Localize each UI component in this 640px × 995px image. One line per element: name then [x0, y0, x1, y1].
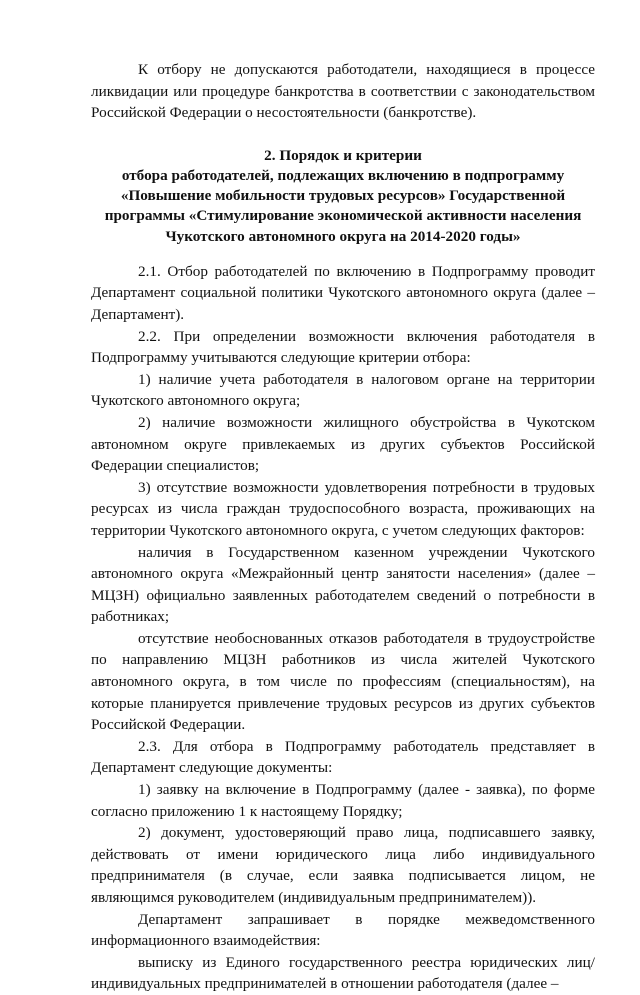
criterion-2: 2) наличие возможности жилищного обустройства в Чукотском автономном округе привлекаемых из других субъектов Российской Федерации специалистов; — [91, 413, 595, 475]
paragraph-2-2: 2.2. При определении возможности включения работодателя в Подпрограмму учитываются следующие критерии отбора: — [91, 327, 595, 367]
document-page — [91, 59, 595, 995]
heading-line: отбора работодателей, подлежащих включению в подпрограмму — [121, 166, 565, 184]
intro-paragraph: К отбору не допускаются работодатели, находящиеся в процессе ликвидации или процедуре банкротства в соответствии с законодательством Российской Федерации о несостоятельности (банкротстве). — [91, 61, 595, 122]
paragraph-2-1: 2.1. Отбор работодателей по включению в Подпрограмму проводит Департамент социальной политики Чукотского автономного округа (далее – Департамент). — [91, 262, 595, 323]
department-requests: Департамент запрашивает в порядке межведомственного информационного взаимодействия: — [91, 910, 595, 950]
section-heading — [91, 146, 595, 247]
document-1: 1) заявку на включение в Подпрограмму (далее - заявка), по форме согласно приложению 1 к настоящему Порядку; — [91, 781, 595, 820]
criterion-1: 1) наличие учета работодателя в налоговом органе на территории Чукотского автономного округа; — [91, 370, 595, 410]
paragraph-2-3: 2.3. Для отбора в Подпрограмму работодатель представляет в Департамент следующие документы: — [91, 737, 595, 777]
document-2: 2) документ, удостоверяющий право лица, подписавшего заявку, действовать от имени юридического лица либо индивидуального предпринимателя (в случае, если заявка подписывается лицом, не являющимся руководителем (индивидуальным предпринимателем)). — [91, 824, 595, 907]
factor-mczn-info: наличия в Государственном казенном учреждении Чукотского автономного округа «Межрайонный центр занятости населения» (далее – МЦЗН) официально заявленных работодателем сведений о потребности в работниках; — [91, 543, 595, 626]
factor-no-refusals: отсутствие необоснованных отказов работодателя в трудоустройстве по направлению МЦЗН работников из числа жителей Чукотского автономного округа, в том числе по профессиям (специальностям), на которые планируется привлечение трудовых ресурсов из других субъектов Российской Федерации. — [91, 629, 595, 734]
heading-line: 2. Порядок и критерии — [264, 146, 422, 164]
heading-line: программы «Стимулирование экономической активности населения — [104, 207, 582, 225]
heading-line: «Повышение мобильности трудовых ресурсов» Государственной — [120, 187, 566, 205]
registry-extract: выписку из Единого государственного реестра юридических лиц/индивидуальных предпринимателей в отношении работодателя (далее – — [91, 953, 595, 993]
criterion-3: 3) отсутствие возможности удовлетворения потребности в трудовых ресурсах из числа граждан трудоспособного возраста, проживающих на территории Чукотского автономного округа, с учетом следующих факторов: — [91, 478, 595, 539]
heading-line: Чукотского автономного округа на 2014-2020 годы» — [165, 227, 521, 245]
